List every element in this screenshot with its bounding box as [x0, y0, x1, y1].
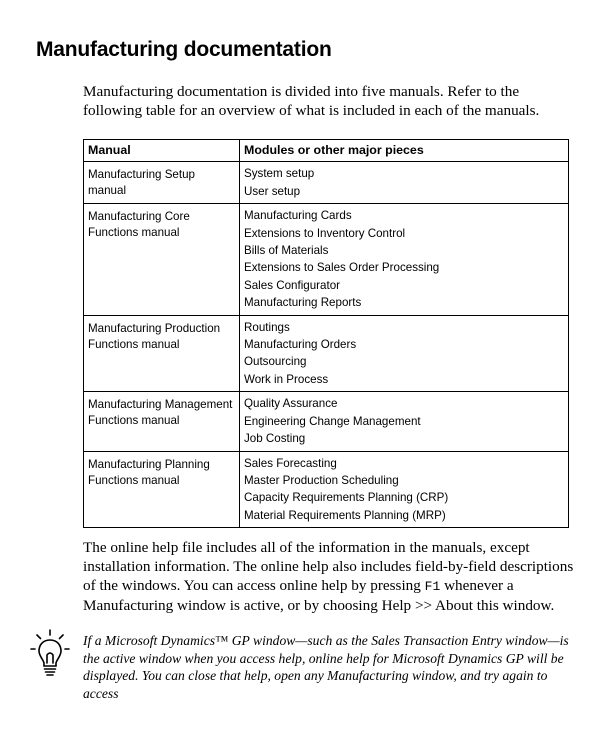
- f1-key: F1: [424, 579, 441, 594]
- modules-cell: [240, 162, 569, 204]
- manual-cell: Manufacturing Core Functions manual: [84, 204, 240, 315]
- help-text-after: whenever a Manufacturing window is active, or by choosing Help >> About this window.: [83, 577, 555, 614]
- module-item: Sales Configurator: [244, 278, 341, 292]
- tip-note: If a Microsoft Dynamics™ GP window—such as the Sales Transaction Entry window—is the active window when you access help, online help for Microsoft Dynamics GP will be displayed. You can close that help, open any Manufacturing window, and try again to access: [83, 633, 569, 701]
- page-title: Manufacturing documentation: [36, 38, 332, 61]
- module-item: Extensions to Inventory Control: [244, 226, 406, 240]
- module-item: Quality Assurance: [244, 397, 338, 411]
- manual-cell: Manufacturing Management Functions manual: [84, 392, 240, 451]
- table-row: [84, 451, 569, 528]
- manual-cell: Manufacturing Planning Functions manual: [84, 451, 240, 528]
- column-header-manual: Manual: [84, 140, 240, 162]
- table-row: [84, 392, 569, 451]
- help-text-before: The online help file includes all of the information in the manuals, except installation information. The online help also includes field-by-field descriptions of the windows. You can access online help by pressing: [83, 539, 574, 594]
- help-paragraph: [83, 538, 578, 615]
- lightbulb-icon: [30, 628, 70, 680]
- column-header-modules: Modules or other major pieces: [240, 140, 569, 162]
- module-item: Outsourcing: [244, 355, 307, 369]
- table-row: [84, 315, 569, 392]
- table-row: [84, 162, 569, 204]
- module-item: Manufacturing Orders: [244, 338, 357, 352]
- module-item: Work in Process: [244, 372, 329, 386]
- table-row: [84, 204, 569, 315]
- module-item: Routings: [244, 320, 290, 334]
- module-item: Manufacturing Cards: [244, 209, 352, 223]
- modules-cell: [240, 315, 569, 392]
- module-item: Engineering Change Management: [244, 414, 421, 428]
- manuals-table: [83, 139, 569, 528]
- module-item: System setup: [244, 167, 315, 181]
- module-item: Capacity Requirements Planning (CRP): [244, 491, 449, 505]
- manual-cell: Manufacturing Setup manual: [84, 162, 240, 204]
- module-item: Sales Forecasting: [244, 456, 337, 470]
- module-item: Job Costing: [244, 432, 306, 446]
- modules-cell: [240, 451, 569, 528]
- manual-cell: Manufacturing Production Functions manual: [84, 315, 240, 392]
- intro-paragraph: Manufacturing documentation is divided into five manuals. Refer to the following table for an overview of what is included in each of the manuals.: [83, 83, 540, 119]
- module-item: User setup: [244, 184, 301, 198]
- module-item: Master Production Scheduling: [244, 473, 399, 487]
- module-item: Extensions to Sales Order Processing: [244, 261, 440, 275]
- modules-cell: [240, 392, 569, 451]
- modules-cell: [240, 204, 569, 315]
- table-header-row: [84, 140, 569, 162]
- module-item: Manufacturing Reports: [244, 296, 362, 310]
- module-item: Bills of Materials: [244, 244, 329, 258]
- module-item: Material Requirements Planning (MRP): [244, 508, 446, 522]
